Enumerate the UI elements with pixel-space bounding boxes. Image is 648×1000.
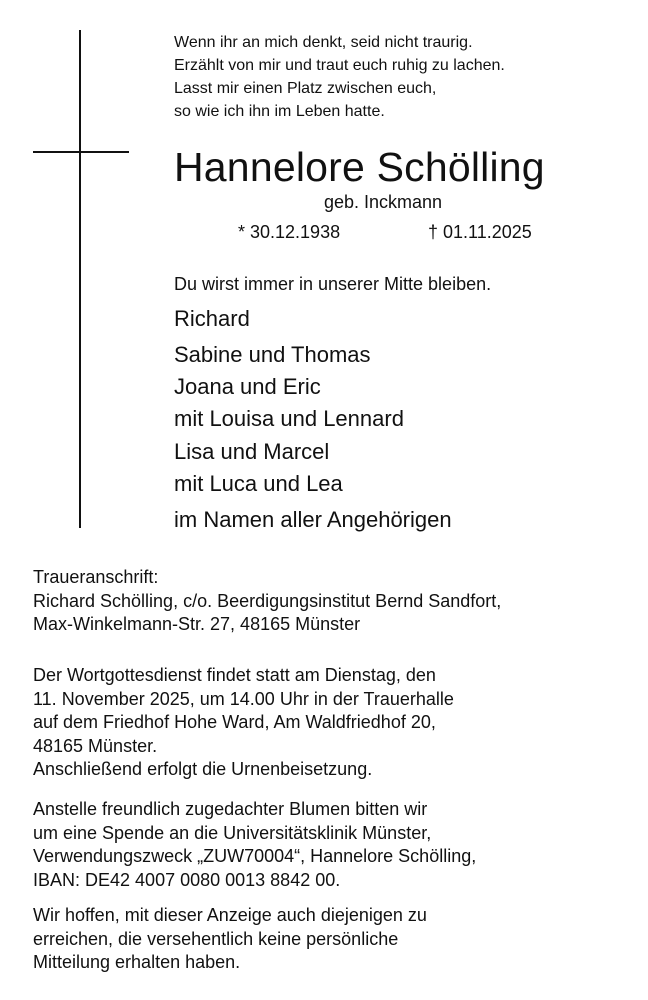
family-member: Richard [174, 306, 250, 331]
deceased-name: Hannelore Schölling [174, 144, 545, 190]
donation-line: Verwendungszweck „ZUW70004“, Hannelore Schölling, [33, 846, 477, 866]
mourning-address [33, 566, 501, 637]
family-group [174, 436, 343, 500]
poem [174, 31, 505, 123]
service-line: 48165 Münster. [33, 735, 158, 756]
service-line: Anschließend erfolgt die Urnenbeisetzung. [33, 759, 373, 779]
family-group [174, 303, 250, 335]
closing-line: erreichen, die versehentlich keine persönliche [33, 928, 399, 949]
family-member: mit Louisa und Lennard [174, 406, 404, 431]
closing-note [33, 904, 427, 975]
family-member: Joana und Eric [174, 374, 321, 399]
death-date: † 01.11.2025 [428, 222, 532, 242]
motto: Du wirst immer in unserer Mitte bleiben. [174, 274, 492, 294]
cross-icon-vertical [79, 30, 81, 528]
family-group [174, 339, 404, 435]
address-line: Traueranschrift: [33, 567, 159, 587]
service-line: Der Wortgottesdienst findet statt am Dienstag, den [33, 665, 436, 685]
family-member: im Namen aller Angehörigen [174, 507, 452, 532]
birth-date: * 30.12.1938 [238, 222, 341, 242]
poem-line: Wenn ihr an mich denkt, seid nicht traurig. [174, 34, 473, 51]
poem-line: so wie ich ihn im Leben hatte. [174, 103, 385, 120]
closing-line: Mitteilung erhalten haben. [33, 952, 241, 972]
service-line: auf dem Friedhof Hohe Ward, Am Waldfriedhof 20, [33, 712, 436, 732]
poem-line: Erzählt von mir und traut euch ruhig zu lachen. [174, 57, 505, 74]
family-member: mit Luca und Lea [174, 471, 343, 496]
donation-line: Anstelle freundlich zugedachter Blumen bitten wir [33, 799, 428, 819]
donation-line: IBAN: DE42 4007 0080 0013 8842 00. [33, 869, 341, 890]
donation-info [33, 798, 476, 892]
service-info [33, 664, 454, 782]
birth-name: geb. Inckmann [323, 192, 443, 212]
address-line: Max-Winkelmann-Str. 27, 48165 Münster [33, 614, 361, 634]
family-group [174, 504, 452, 536]
address-line: Richard Schölling, c/o. Beerdigungsinstitut Bernd Sandfort, [33, 590, 502, 611]
donation-line: um eine Spende an die Universitätsklinik Münster, [33, 822, 432, 843]
family-member: Lisa und Marcel [174, 439, 330, 464]
service-line: 11. November 2025, um 14.00 Uhr in der Trauerhalle [33, 688, 454, 709]
closing-line: Wir hoffen, mit dieser Anzeige auch diejenigen zu [33, 905, 427, 925]
poem-line: Lasst mir einen Platz zwischen euch, [174, 80, 437, 97]
family-member: Sabine und Thomas [174, 342, 371, 367]
cross-icon-horizontal [33, 151, 129, 153]
